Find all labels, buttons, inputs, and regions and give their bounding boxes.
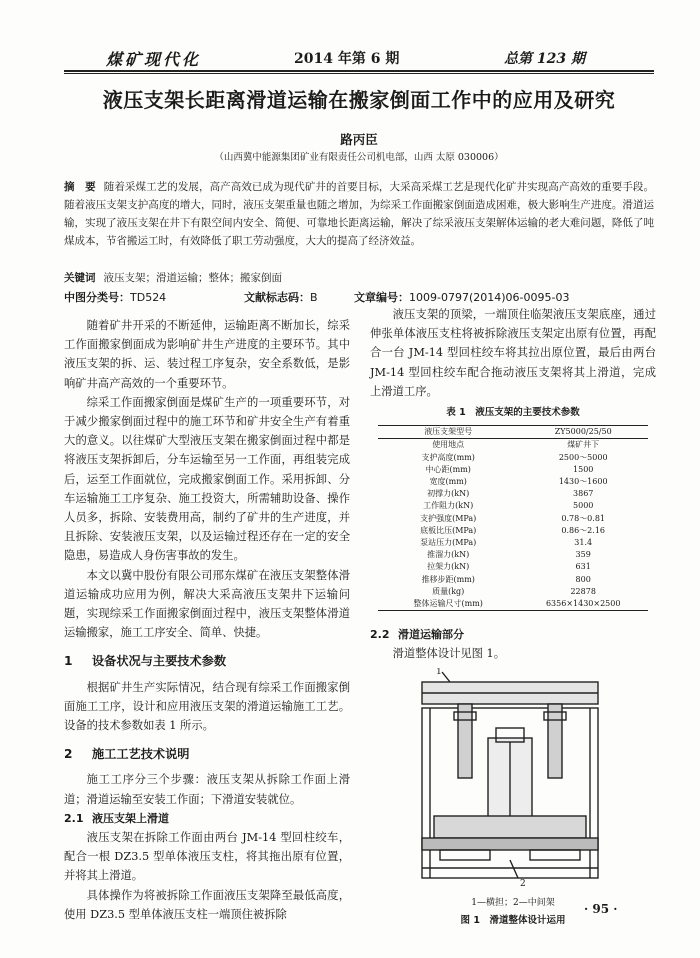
table-row bbox=[378, 561, 648, 573]
param-value-cell: 0.86～2.16 bbox=[561, 525, 605, 535]
paragraph: 滑道整体设计见图 1。 bbox=[392, 647, 506, 661]
right-column bbox=[370, 305, 656, 928]
paragraph: 液压支架的顶梁，一端顶住临架液压支架底座，通过伸张单体液压支柱将被拆除液压支架定出原有位置，再配合一台 JM-14 型回柱绞车将其拉出原位置，最后由两台 JM-14 型回柱绞车配合拖动液压支架将其上滑道，完成上滑道工序。 bbox=[370, 308, 656, 398]
keywords bbox=[64, 270, 654, 285]
param-value-cell: 0.78～0.81 bbox=[561, 513, 605, 523]
param-name-cell: 推溜力(kN) bbox=[427, 550, 470, 560]
subsection-heading-2-1: 2.1 液压支架上滑道 bbox=[64, 811, 169, 825]
table-row bbox=[378, 586, 648, 598]
author: 路丙臣 bbox=[340, 132, 378, 147]
paragraph: 根据矿井生产实际情况，结合现有综采工作面搬家倒面施工工序，设计和应用液压支架的滑道运输施工工艺。设备的技术参数如表 1 所示。 bbox=[64, 680, 350, 733]
table-row bbox=[378, 500, 648, 512]
page-number: · 95 · bbox=[584, 902, 618, 916]
table-row bbox=[378, 488, 648, 500]
section-heading-2: 2 施工工艺技术说明 bbox=[64, 747, 190, 762]
table-row bbox=[378, 513, 648, 525]
paragraph: 本文以冀中股份有限公司邢东煤矿在液压支架整体滑道运输成功应用为例，解决大采高液压支架井下运输问题，实现综采工作面搬家倒面过程中，液压支架整体滑道运输搬家，施工工序安全、简单、快捷。 bbox=[64, 568, 350, 640]
table-row bbox=[378, 476, 648, 488]
param-value-cell: 5000 bbox=[573, 501, 594, 511]
paragraph: 随着矿井开采的不断延伸，运输距离不断加长，综采工作面搬家倒面成为影响矿井生产进度的主要环节。其中液压支架的拆、运、装过程工序复杂，安全系数低，是影响矿井高产高效的一个重要环节。 bbox=[64, 319, 350, 390]
param-name-cell: 底板比压(MPa) bbox=[420, 525, 477, 535]
table-header-cell: 液压支架型号 bbox=[424, 427, 473, 437]
journal-name: 煤矿现代化 bbox=[106, 50, 202, 69]
table-row bbox=[378, 549, 648, 561]
paragraph: 液压支架在拆除工作面由两台 JM-14 型回柱绞车，配合一根 DZ3.5 型单体液压支柱，将其拖出原有位置，并将其上滑道。 bbox=[64, 831, 350, 883]
param-name-cell: 使用地点 bbox=[432, 440, 465, 450]
param-value-cell: 1430～1600 bbox=[558, 477, 608, 487]
clc-number: 中图分类号：TD524 bbox=[64, 291, 167, 304]
param-value-cell: 6356×1430×2500 bbox=[545, 599, 621, 609]
article-title: 液压支架长距离滑道运输在搬家倒面工作中的应用及研究 bbox=[102, 88, 616, 112]
parameters-table bbox=[378, 425, 648, 611]
issue-label: 2014 年第 6 期 bbox=[294, 51, 400, 67]
table-row bbox=[378, 439, 648, 452]
table-row bbox=[378, 525, 648, 537]
paragraph: 具体操作为将被拆除工作面液压支架降至最低高度，使用 DZ3.5 型单体液压支柱一端顶住被拆除 bbox=[64, 888, 350, 921]
param-value-cell: 1500 bbox=[573, 464, 594, 474]
table-caption: 表 1 液压支架的主要技术参数 bbox=[446, 407, 580, 419]
affiliation: （山西冀中能源集团矿业有限责任公司机电部，山西 太原 030006） bbox=[214, 152, 504, 163]
table-header-cell: ZY5000/25/50 bbox=[554, 427, 612, 437]
param-name-cell: 支护强度(MPa) bbox=[420, 513, 477, 523]
param-value-cell: 800 bbox=[575, 574, 591, 584]
section-heading-1: 1 设备状况与主要技术参数 bbox=[64, 654, 227, 669]
table-header-row bbox=[378, 426, 648, 439]
figure-callout-2: 2 bbox=[520, 878, 526, 888]
running-header bbox=[64, 47, 654, 69]
document-code: 文献标志码：B bbox=[244, 291, 318, 304]
param-value-cell: 煤矿井下 bbox=[567, 440, 600, 450]
total-issue-label: 总第 123 期 bbox=[504, 51, 585, 67]
keywords-text: 液压支架；滑道运输；整体；搬家倒面 bbox=[103, 272, 282, 284]
header-rule-thin bbox=[64, 73, 654, 74]
keywords-label: 关键词 bbox=[64, 272, 96, 284]
param-name-cell: 工作阻力(kN) bbox=[423, 501, 474, 511]
param-name-cell: 推移步距(mm) bbox=[421, 574, 475, 584]
param-name-cell: 中心距(mm) bbox=[425, 464, 471, 474]
param-name-cell: 宽度(mm) bbox=[429, 477, 467, 487]
figure-caption: 图 1 滑道整体设计运用 bbox=[460, 914, 566, 926]
table-row bbox=[378, 574, 648, 586]
param-value-cell: 2500～5000 bbox=[558, 452, 608, 462]
abstract-label: 摘 要 bbox=[64, 181, 96, 193]
table-row bbox=[378, 452, 648, 464]
table-row bbox=[378, 464, 648, 476]
param-name-cell: 拉架力(kN) bbox=[427, 562, 470, 572]
figure-legend: 1—横担；2—中间架 bbox=[471, 897, 555, 908]
param-name-cell: 质量(kg) bbox=[432, 586, 465, 596]
subsection-heading-2-2: 2.2 滑道运输部分 bbox=[370, 628, 464, 642]
paragraph: 施工工序分三个步骤：液压支架从拆除工作面上滑道；滑道运输至安装工作面；下滑道安装就位。 bbox=[64, 773, 350, 806]
param-name-cell: 支护高度(mm) bbox=[421, 452, 475, 462]
param-name-cell: 泵站压力(MPa) bbox=[420, 538, 477, 548]
paragraph: 综采工作面搬家倒面是煤矿生产的一项重要环节，对于减少搬家倒面过程中的施工环节和矿井安全生产有着重大的意义。以往煤矿大型液压支架在搬家倒面过程中都是将液压支架拆卸后，分车运输至另一工作面，再组装完成后，运至工作面就位，完成搬家倒面工作。采用拆卸、分车运输施工工序复杂、施工投资大，所需辅助设备、操作人员多，拆除、安装费用高，制约了矿井的生产进度，并且拆除、安装液压支架，以及运输过程还存在一定的安全隐患，易造成人身伤害事故的发生。 bbox=[64, 395, 350, 563]
figure-callout-1: 1 bbox=[436, 667, 442, 677]
article-id: 文章编号：1009-0797(2014)06-0095-03 bbox=[354, 291, 570, 304]
param-value-cell: 22878 bbox=[570, 586, 596, 596]
table-row bbox=[378, 598, 648, 611]
left-column bbox=[64, 316, 350, 924]
abstract-text: 随着采煤工艺的发展，高产高效已成为现代矿井的首要目标，大采高采煤工艺是现代化矿井实现高产高效的重要手段。随着液压支架支护高度的增大，同时，液压支架重量也随之增加，为综采工作面搬家倒面造成困难，极大影响生产进度。滑道运输，实现了液压支架在井下有限空间内安全、简便、可靠地长距离运输，解决了综采液压支架解体运输的老大难问题，降低了吨煤成本，节省搬运工时，有效降低了职工劳动强度，大大的提高了经济效益。 bbox=[64, 181, 654, 247]
header-rule-thick bbox=[64, 70, 654, 72]
param-value-cell: 31.4 bbox=[574, 538, 593, 548]
param-value-cell: 631 bbox=[575, 562, 591, 572]
abstract bbox=[64, 178, 654, 250]
figure-1 bbox=[370, 668, 656, 928]
param-value-cell: 359 bbox=[575, 550, 591, 560]
slide-rail-diagram bbox=[400, 668, 620, 888]
param-name-cell: 初撑力(kN) bbox=[427, 489, 470, 499]
param-name-cell: 整体运输尺寸(mm) bbox=[413, 599, 483, 609]
param-value-cell: 3867 bbox=[573, 489, 594, 499]
table-row bbox=[378, 537, 648, 549]
